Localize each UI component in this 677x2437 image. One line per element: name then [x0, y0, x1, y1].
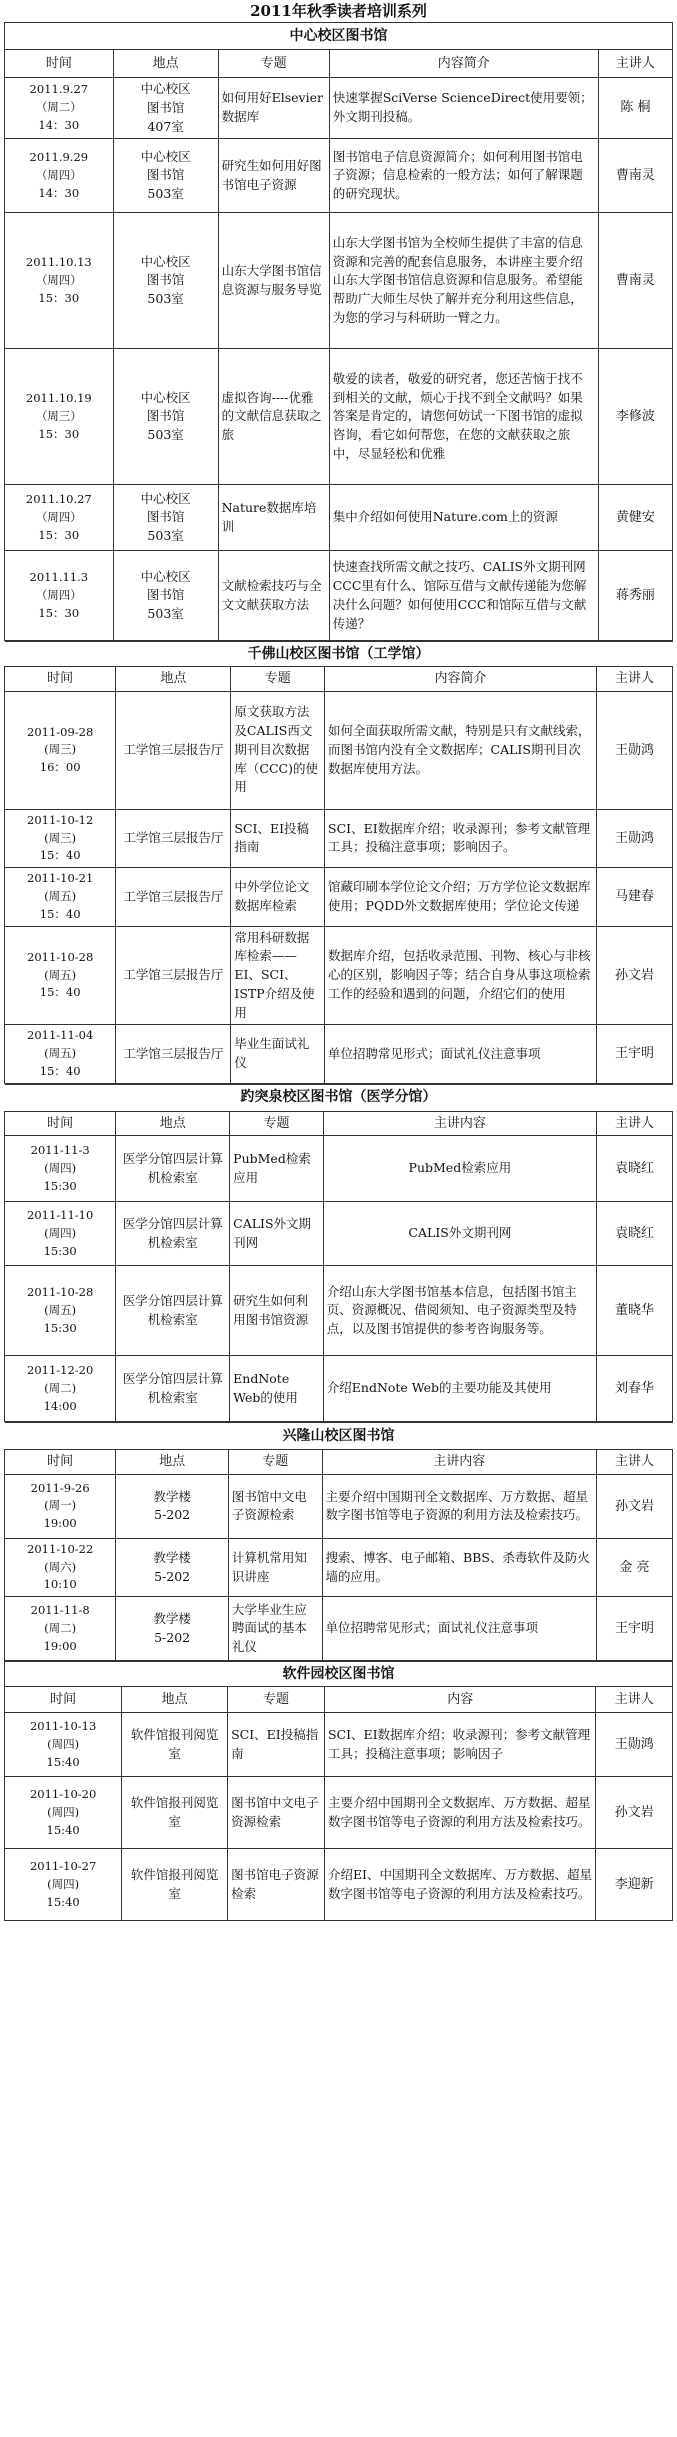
session-time: 2011.10.27 （周四） 15：30: [5, 485, 114, 551]
session-location: 医学分馆四层计算机检索室: [116, 1266, 230, 1356]
session-description: 山东大学图书馆为全校师生提供了丰富的信息资源和完善的配套信息服务，本讲座主要介绍山东大学图书馆信息资源和信息服务。希望能帮助广大师生尽快了解并充分利用这些信息，为您的学习与科研助一臂之力。: [329, 213, 598, 349]
session-location: 中心校区 图书馆 407室: [113, 78, 218, 139]
session-location: 中心校区 图书馆 503室: [113, 213, 218, 349]
session-location: 医学分馆四层计算机检索室: [116, 1202, 230, 1266]
column-header: 主讲人: [597, 1450, 673, 1475]
schedule-table: [4, 22, 673, 641]
session-location: 中心校区 图书馆 503室: [113, 349, 218, 485]
table-row: [5, 1849, 673, 1921]
column-header: 专题: [218, 50, 329, 78]
session-time: 2011-12-20 (周二) 14:00: [5, 1356, 116, 1422]
session-description: 主要介绍中国期刊全文数据库、万方数据、超星数字图书馆等电子资源的利用方法及检索技巧。: [322, 1474, 597, 1538]
column-header: 主讲内容: [322, 1450, 597, 1475]
column-header: 时间: [5, 667, 116, 692]
session-time: 2011-11-04 (周五) 15：40: [5, 1025, 116, 1083]
column-header: 时间: [5, 1450, 116, 1475]
session-topic: 研究生如何利用图书馆资源: [230, 1266, 324, 1356]
session-time: 2011-10-12 (周三) 15：40: [5, 809, 116, 867]
table-row: [5, 1266, 673, 1356]
section-title: 兴隆山校区图书馆: [5, 1423, 673, 1450]
training-schedule: [4, 0, 673, 1921]
column-header: 专题: [228, 1450, 322, 1475]
column-header: 地点: [113, 50, 218, 78]
table-row: [5, 1713, 673, 1777]
column-header: 时间: [5, 1111, 116, 1136]
session-location: 医学分馆四层计算机检索室: [116, 1356, 230, 1422]
session-speaker: 王勋鸿: [596, 1713, 673, 1777]
column-header: 内容简介: [325, 667, 597, 692]
session-speaker: 曹南灵: [598, 139, 672, 213]
table-row: [5, 1202, 673, 1266]
session-location: 工学馆三层报告厅: [116, 809, 231, 867]
session-time: 2011-10-28 (周五) 15：40: [5, 926, 116, 1025]
session-speaker: 王宇明: [597, 1025, 673, 1083]
session-speaker: 陈 桐: [598, 78, 672, 139]
session-time: 2011-11-3 (周四) 15:30: [5, 1136, 116, 1202]
session-location: 中心校区 图书馆 503室: [113, 139, 218, 213]
session-location: 软件馆报刊阅览室: [122, 1713, 228, 1777]
session-topic: 大学毕业生应聘面试的基本礼仪: [228, 1597, 322, 1661]
session-location: 工学馆三层报告厅: [116, 926, 231, 1025]
session-time: 2011-11-8 (周二) 19:00: [5, 1597, 116, 1661]
session-topic: EndNote Web的使用: [230, 1356, 324, 1422]
session-location: 医学分馆四层计算机检索室: [116, 1136, 230, 1202]
session-description: 敬爱的读者，敬爱的研究者，您还苦恼于找不到相关的文献，烦心于找不到全文献吗？如果答案是肯定的，请您何妨试一下图书馆的虚拟咨询，看它如何帮您，在您的文献获取之旅中，尽显轻松和优雅: [329, 349, 598, 485]
session-location: 中心校区 图书馆 503室: [113, 551, 218, 641]
session-speaker: 孙文岩: [597, 926, 673, 1025]
session-speaker: 刘春华: [597, 1356, 673, 1422]
session-topic: Nature数据库培训: [218, 485, 329, 551]
session-topic: 研究生如何用好图书馆电子资源: [218, 139, 329, 213]
table-header-row: [5, 1687, 673, 1713]
session-speaker: 曹南灵: [598, 213, 672, 349]
session-time: 2011.10.19 （周三） 15：30: [5, 349, 114, 485]
schedule-table: [4, 641, 673, 1084]
session-description: SCI、EI数据库介绍；收录源刊；参考文献管理工具；投稿注意事项；影响因子: [324, 1713, 596, 1777]
column-header: 内容: [324, 1687, 596, 1713]
table-row: [5, 1474, 673, 1538]
session-location: 工学馆三层报告厅: [116, 868, 231, 926]
session-description: 主要介绍中国期刊全文数据库、万方数据、超星数字图书馆等电子资源的利用方法及检索技巧。: [324, 1777, 596, 1849]
table-header-row: [5, 667, 673, 692]
session-speaker: 金 亮: [597, 1538, 673, 1596]
session-description: 馆藏印刷本学位论文介绍；万方学位论文数据库使用；PQDD外文数据库使用；学位论文传递: [325, 868, 597, 926]
session-topic: 计算机常用知识讲座: [228, 1538, 322, 1596]
table-row: [5, 809, 673, 867]
session-topic: PubMed检索应用: [230, 1136, 324, 1202]
session-time: 2011-10-28 (周五) 15:30: [5, 1266, 116, 1356]
session-speaker: 董晓华: [597, 1266, 673, 1356]
session-description: 介绍EI、中国期刊全文数据库、万方数据、超星数字图书馆等电子资源的利用方法及检索技巧。: [324, 1849, 596, 1921]
table-row: [5, 1025, 673, 1083]
session-description: 单位招聘常见形式；面试礼仪注意事项: [325, 1025, 597, 1083]
session-time: 2011.9.29 （周四） 14：30: [5, 139, 114, 213]
session-location: 工学馆三层报告厅: [116, 691, 231, 809]
session-speaker: 王勋鸿: [597, 809, 673, 867]
column-header: 时间: [5, 50, 114, 78]
session-time: 2011-11-10 (周四) 15:30: [5, 1202, 116, 1266]
session-time: 2011.9.27 （周二） 14：30: [5, 78, 114, 139]
session-topic: 文献检索技巧与全文文献获取方法: [218, 551, 329, 641]
column-header: 地点: [116, 1111, 230, 1136]
session-description: 集中介绍如何使用Nature.com上的资源: [329, 485, 598, 551]
table-row: [5, 349, 673, 485]
schedule-table: [4, 1084, 673, 1423]
session-time: 2011-10-21 (周五) 15：40: [5, 868, 116, 926]
section-title: 软件园校区图书馆: [5, 1662, 673, 1687]
session-speaker: 李修波: [598, 349, 672, 485]
section-title: 趵突泉校区图书馆（医学分馆）: [5, 1084, 673, 1111]
table-row: [5, 1777, 673, 1849]
table-row: [5, 551, 673, 641]
column-header: 时间: [5, 1687, 122, 1713]
table-row: [5, 1356, 673, 1422]
session-description: 数据库介绍，包括收录范围、刊物、核心与非核心的区别，影响因子等；结合自身从事这项检索工作的经验和遇到的问题，介绍它们的使用: [325, 926, 597, 1025]
table-row: [5, 1538, 673, 1596]
session-topic: 毕业生面试礼仪: [231, 1025, 325, 1083]
session-topic: 山东大学图书馆信息资源与服务导览: [218, 213, 329, 349]
table-row: [5, 213, 673, 349]
column-header: 主讲人: [596, 1687, 673, 1713]
table-header-row: [5, 1450, 673, 1475]
session-location: 中心校区 图书馆 503室: [113, 485, 218, 551]
session-topic: SCI、EI投稿指南: [231, 809, 325, 867]
column-header: 地点: [116, 667, 231, 692]
session-description: PubMed检索应用: [323, 1136, 596, 1202]
section-title: 千佛山校区图书馆（工学馆）: [5, 642, 673, 667]
column-header: 主讲人: [597, 1111, 673, 1136]
table-row: [5, 926, 673, 1025]
session-time: 2011-9-26 (周一) 19:00: [5, 1474, 116, 1538]
column-header: 专题: [231, 667, 325, 692]
table-row: [5, 78, 673, 139]
session-location: 教学楼 5-202: [116, 1474, 229, 1538]
column-header: 主讲人: [597, 667, 673, 692]
session-topic: 虚拟咨询----优雅的文献信息获取之旅: [218, 349, 329, 485]
session-location: 软件馆报刊阅览室: [122, 1777, 228, 1849]
session-speaker: 袁晓红: [597, 1136, 673, 1202]
session-speaker: 孙文岩: [597, 1474, 673, 1538]
page-title: 2011年秋季读者培训系列: [250, 2, 427, 20]
session-description: 图书馆电子信息资源简介；如何利用图书馆电子资源；信息检索的一般方法；如何了解课题的研究现状。: [329, 139, 598, 213]
session-location: 工学馆三层报告厅: [116, 1025, 231, 1083]
session-topic: 图书馆电子资源检索: [228, 1849, 325, 1921]
table-row: [5, 868, 673, 926]
session-description: 快速掌握SciVerse ScienceDirect使用要领；外文期刊投稿。: [329, 78, 598, 139]
table-row: [5, 691, 673, 809]
table-header-row: [5, 1111, 673, 1136]
session-description: 如何全面获取所需文献，特别是只有文献线索，而图书馆内没有全文数据库；CALIS期刊目次数据库使用方法。: [325, 691, 597, 809]
table-header-row: [5, 50, 673, 78]
session-description: 介绍山东大学图书馆基本信息，包括图书馆主页、资源概况、借阅须知、电子资源类型及特点，以及图书馆提供的参考咨询服务等。: [323, 1266, 596, 1356]
session-description: 快速查找所需文献之技巧、CALIS外文期刊网CCC里有什么、馆际互借与文献传递能为您解决什么问题？如何使用CCC和馆际互借与文献传递？: [329, 551, 598, 641]
column-header: 专题: [230, 1111, 324, 1136]
session-topic: 常用科研数据库检索——EI、SCI、ISTP介绍及使用: [231, 926, 325, 1025]
session-time: 2011.11.3 （周四） 15：30: [5, 551, 114, 641]
session-speaker: 黄健安: [598, 485, 672, 551]
sections-container: [4, 22, 673, 1921]
session-time: 2011-10-20 (周四) 15:40: [5, 1777, 122, 1849]
session-speaker: 袁晓红: [597, 1202, 673, 1266]
column-header: 主讲内容: [323, 1111, 596, 1136]
session-topic: SCI、EI投稿指南: [228, 1713, 325, 1777]
session-speaker: 王勋鸿: [597, 691, 673, 809]
column-header: 地点: [116, 1450, 229, 1475]
session-speaker: 王宇明: [597, 1597, 673, 1661]
session-topic: 中外学位论文数据库检索: [231, 868, 325, 926]
session-location: 软件馆报刊阅览室: [122, 1849, 228, 1921]
table-row: [5, 139, 673, 213]
section-title: 中心校区图书馆: [5, 23, 673, 50]
session-location: 教学楼 5-202: [116, 1597, 229, 1661]
session-speaker: 蒋秀丽: [598, 551, 672, 641]
session-speaker: 马建春: [597, 868, 673, 926]
session-time: 2011-10-27 (周四) 15:40: [5, 1849, 122, 1921]
table-row: [5, 1136, 673, 1202]
session-topic: 如何用好Elsevier数据库: [218, 78, 329, 139]
column-header: 主讲人: [598, 50, 672, 78]
session-topic: CALIS外文期刊网: [230, 1202, 324, 1266]
session-location: 教学楼 5-202: [116, 1538, 229, 1596]
column-header: 内容简介: [329, 50, 598, 78]
schedule-table: [4, 1422, 673, 1661]
table-row: [5, 485, 673, 551]
session-description: CALIS外文期刊网: [323, 1202, 596, 1266]
session-topic: 图书馆中文电子资源检索: [228, 1777, 325, 1849]
session-time: 2011.10.13 （周四） 15：30: [5, 213, 114, 349]
session-description: 搜索、博客、电子邮箱、BBS、杀毒软件及防火墙的应用。: [322, 1538, 597, 1596]
column-header: 专题: [228, 1687, 325, 1713]
column-header: 地点: [122, 1687, 228, 1713]
schedule-table: [4, 1661, 673, 1921]
session-speaker: 李迎新: [596, 1849, 673, 1921]
session-time: 2011-10-22 (周六) 10:10: [5, 1538, 116, 1596]
session-description: SCI、EI数据库介绍；收录源刊；参考文献管理工具；投稿注意事项；影响因子。: [325, 809, 597, 867]
session-topic: 原文获取方法及CALIS西文期刊目次数据库（CCC)的使用: [231, 691, 325, 809]
session-time: 2011-09-28 (周三) 16：00: [5, 691, 116, 809]
session-description: 介绍EndNote Web的主要功能及其使用: [323, 1356, 596, 1422]
session-speaker: 孙文岩: [596, 1777, 673, 1849]
session-topic: 图书馆中文电子资源检索: [228, 1474, 322, 1538]
session-time: 2011-10-13 (周四) 15:40: [5, 1713, 122, 1777]
session-description: 单位招聘常见形式；面试礼仪注意事项: [322, 1597, 597, 1661]
table-row: [5, 1597, 673, 1661]
